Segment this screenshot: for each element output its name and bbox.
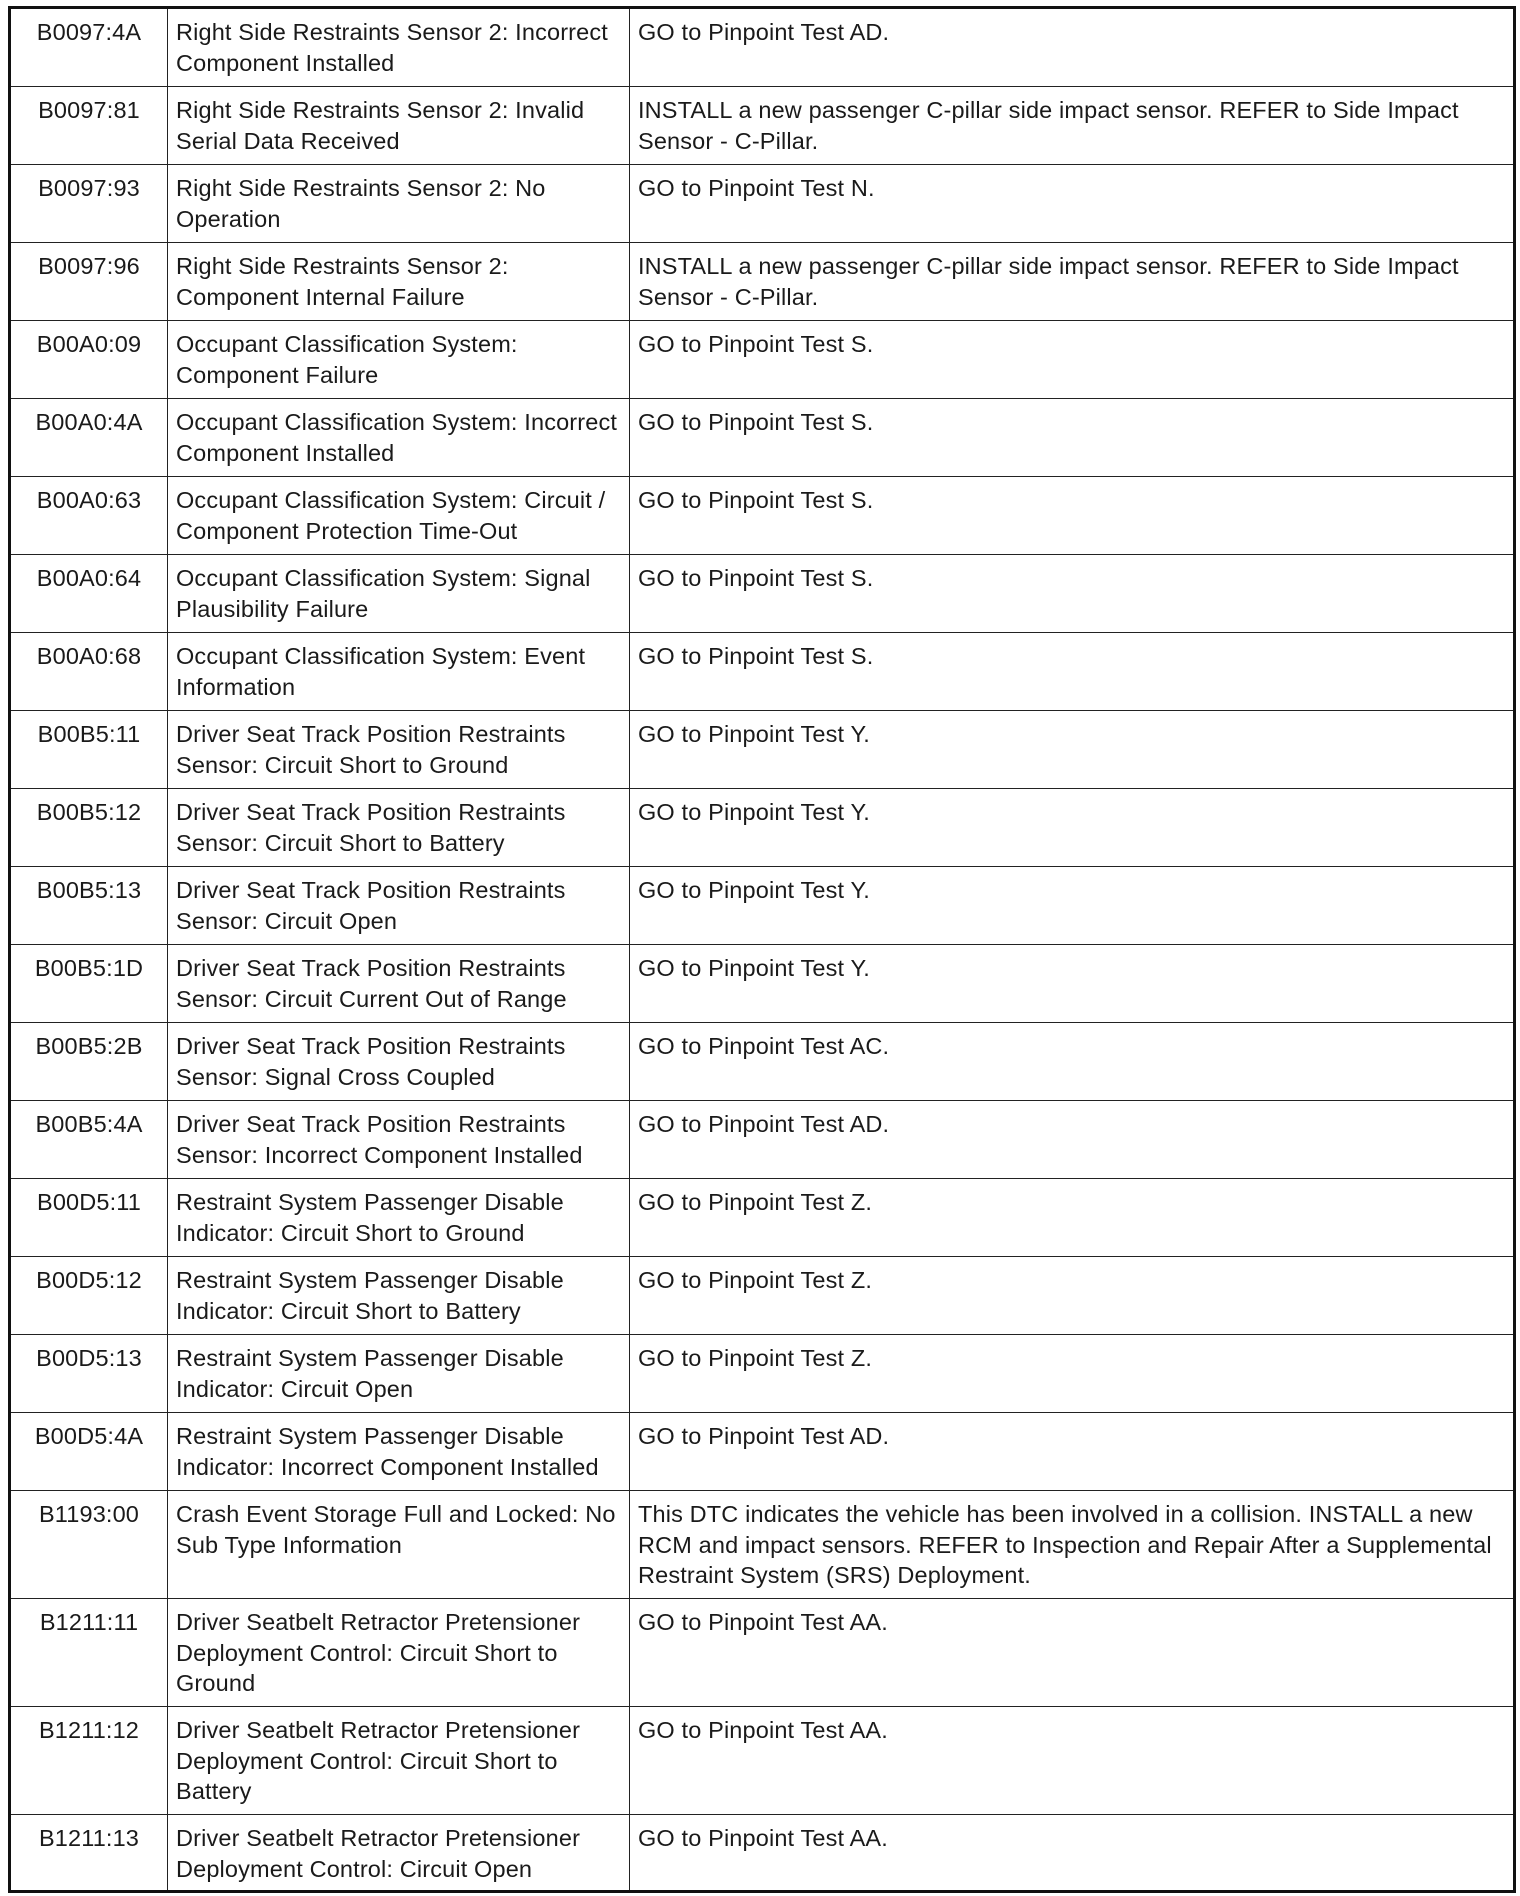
dtc-action: GO to Pinpoint Test S. xyxy=(630,633,1515,711)
dtc-action: GO to Pinpoint Test N. xyxy=(630,165,1515,243)
dtc-action: GO to Pinpoint Test Y. xyxy=(630,867,1515,945)
table-row xyxy=(10,1335,1515,1413)
dtc-code: B00D5:12 xyxy=(10,1257,168,1335)
dtc-action: GO to Pinpoint Test S. xyxy=(630,321,1515,399)
dtc-description: Driver Seatbelt Retractor Pretensioner Deployment Control: Circuit Short to Ground xyxy=(168,1599,630,1707)
dtc-description: Crash Event Storage Full and Locked: No Sub Type Information xyxy=(168,1491,630,1599)
dtc-action: GO to Pinpoint Test AC. xyxy=(630,1023,1515,1101)
dtc-description: Restraint System Passenger Disable Indicator: Circuit Open xyxy=(168,1335,630,1413)
dtc-description: Occupant Classification System: Incorrect Component Installed xyxy=(168,399,630,477)
dtc-description: Occupant Classification System: Circuit / Component Protection Time-Out xyxy=(168,477,630,555)
dtc-code: B1211:13 xyxy=(10,1815,168,1892)
table-row xyxy=(10,1707,1515,1815)
dtc-code: B00D5:11 xyxy=(10,1179,168,1257)
dtc-code: B00B5:12 xyxy=(10,789,168,867)
dtc-action: INSTALL a new passenger C-pillar side impact sensor. REFER to Side Impact Sensor - C-Pillar. xyxy=(630,243,1515,321)
dtc-description: Driver Seatbelt Retractor Pretensioner Deployment Control: Circuit Short to Battery xyxy=(168,1707,630,1815)
table-row xyxy=(10,1599,1515,1707)
dtc-action: GO to Pinpoint Test AA. xyxy=(630,1599,1515,1707)
table-row xyxy=(10,243,1515,321)
table-row xyxy=(10,945,1515,1023)
dtc-action: GO to Pinpoint Test Z. xyxy=(630,1257,1515,1335)
dtc-code: B0097:96 xyxy=(10,243,168,321)
dtc-code: B00A0:68 xyxy=(10,633,168,711)
table-row xyxy=(10,555,1515,633)
dtc-action: GO to Pinpoint Test Y. xyxy=(630,789,1515,867)
dtc-code: B00B5:13 xyxy=(10,867,168,945)
table-row xyxy=(10,1491,1515,1599)
dtc-description: Restraint System Passenger Disable Indicator: Incorrect Component Installed xyxy=(168,1413,630,1491)
table-row xyxy=(10,711,1515,789)
dtc-action: GO to Pinpoint Test AA. xyxy=(630,1707,1515,1815)
dtc-description: Right Side Restraints Sensor 2: Incorrect Component Installed xyxy=(168,8,630,87)
dtc-code: B00B5:11 xyxy=(10,711,168,789)
table-row xyxy=(10,1257,1515,1335)
dtc-action: GO to Pinpoint Test AD. xyxy=(630,8,1515,87)
dtc-description: Right Side Restraints Sensor 2: Invalid Serial Data Received xyxy=(168,87,630,165)
dtc-code: B1193:00 xyxy=(10,1491,168,1599)
dtc-code: B00A0:4A xyxy=(10,399,168,477)
dtc-code: B00D5:13 xyxy=(10,1335,168,1413)
table-row xyxy=(10,1179,1515,1257)
dtc-description: Right Side Restraints Sensor 2: No Operation xyxy=(168,165,630,243)
table-row xyxy=(10,633,1515,711)
dtc-code: B1211:11 xyxy=(10,1599,168,1707)
table-row xyxy=(10,867,1515,945)
dtc-action: GO to Pinpoint Test AD. xyxy=(630,1413,1515,1491)
table-row xyxy=(10,1023,1515,1101)
table-row xyxy=(10,1101,1515,1179)
dtc-code: B00A0:09 xyxy=(10,321,168,399)
table-row xyxy=(10,789,1515,867)
dtc-description: Restraint System Passenger Disable Indicator: Circuit Short to Battery xyxy=(168,1257,630,1335)
table-row xyxy=(10,8,1515,87)
dtc-action: GO to Pinpoint Test AD. xyxy=(630,1101,1515,1179)
dtc-description: Driver Seat Track Position Restraints Sensor: Signal Cross Coupled xyxy=(168,1023,630,1101)
table-row xyxy=(10,1413,1515,1491)
dtc-code: B0097:93 xyxy=(10,165,168,243)
dtc-action: INSTALL a new passenger C-pillar side impact sensor. REFER to Side Impact Sensor - C-Pillar. xyxy=(630,87,1515,165)
dtc-code: B00D5:4A xyxy=(10,1413,168,1491)
table-row xyxy=(10,321,1515,399)
dtc-description: Restraint System Passenger Disable Indicator: Circuit Short to Ground xyxy=(168,1179,630,1257)
dtc-code: B0097:4A xyxy=(10,8,168,87)
dtc-code: B00A0:64 xyxy=(10,555,168,633)
table-row xyxy=(10,399,1515,477)
dtc-code: B00B5:2B xyxy=(10,1023,168,1101)
dtc-action: GO to Pinpoint Test Y. xyxy=(630,711,1515,789)
dtc-description: Occupant Classification System: Component Failure xyxy=(168,321,630,399)
table-row xyxy=(10,477,1515,555)
dtc-code: B1211:12 xyxy=(10,1707,168,1815)
dtc-description: Driver Seat Track Position Restraints Sensor: Circuit Short to Battery xyxy=(168,789,630,867)
dtc-description: Right Side Restraints Sensor 2: Component Internal Failure xyxy=(168,243,630,321)
table-row xyxy=(10,87,1515,165)
dtc-code: B0097:81 xyxy=(10,87,168,165)
dtc-description: Driver Seat Track Position Restraints Sensor: Circuit Short to Ground xyxy=(168,711,630,789)
dtc-table xyxy=(8,6,1516,1893)
dtc-action: GO to Pinpoint Test Z. xyxy=(630,1179,1515,1257)
dtc-description: Driver Seat Track Position Restraints Sensor: Circuit Current Out of Range xyxy=(168,945,630,1023)
table-row xyxy=(10,1815,1515,1892)
dtc-description: Driver Seatbelt Retractor Pretensioner Deployment Control: Circuit Open xyxy=(168,1815,630,1892)
dtc-action: GO to Pinpoint Test Z. xyxy=(630,1335,1515,1413)
dtc-description: Occupant Classification System: Signal Plausibility Failure xyxy=(168,555,630,633)
dtc-description: Driver Seat Track Position Restraints Sensor: Incorrect Component Installed xyxy=(168,1101,630,1179)
dtc-code: B00B5:4A xyxy=(10,1101,168,1179)
dtc-action: GO to Pinpoint Test Y. xyxy=(630,945,1515,1023)
dtc-code: B00A0:63 xyxy=(10,477,168,555)
dtc-description: Driver Seat Track Position Restraints Sensor: Circuit Open xyxy=(168,867,630,945)
dtc-action: GO to Pinpoint Test S. xyxy=(630,555,1515,633)
dtc-action: GO to Pinpoint Test S. xyxy=(630,477,1515,555)
dtc-code: B00B5:1D xyxy=(10,945,168,1023)
table-row xyxy=(10,165,1515,243)
dtc-action: This DTC indicates the vehicle has been involved in a collision. INSTALL a new RCM and impact sensors. REFER to Inspection and Repair After a Supplemental Restraint System (SRS) Deployment. xyxy=(630,1491,1515,1599)
dtc-action: GO to Pinpoint Test AA. xyxy=(630,1815,1515,1892)
dtc-description: Occupant Classification System: Event Information xyxy=(168,633,630,711)
dtc-action: GO to Pinpoint Test S. xyxy=(630,399,1515,477)
